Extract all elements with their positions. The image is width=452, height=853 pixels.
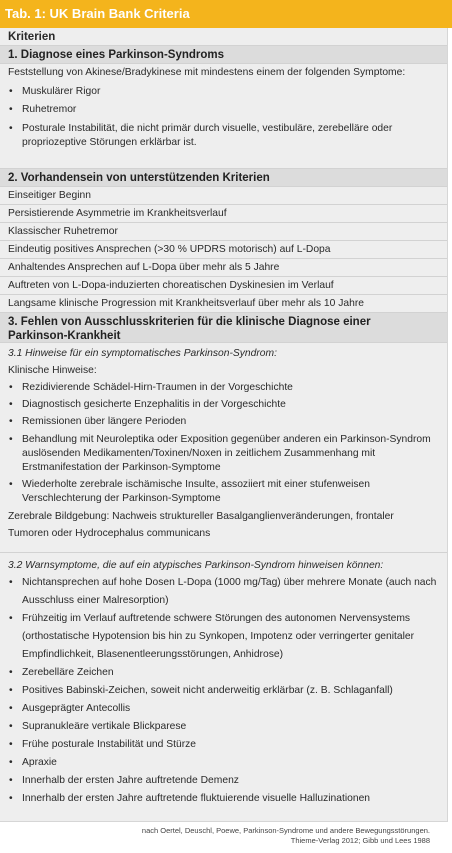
list-item-text: Ausgeprägter Antecollis: [22, 703, 131, 714]
bullet-icon: •: [9, 721, 13, 732]
list-item: Einseitiger Beginn: [0, 187, 447, 205]
list-item: Anhaltendes Ansprechen auf L-Dopa über mehr als 5 Jahre: [0, 259, 447, 277]
bullet-icon: •: [9, 685, 13, 696]
list-item-text: Diagnostisch gesicherte Enzephalitis in der Vorgeschichte: [22, 399, 286, 410]
list-item: Langsame klinische Progression mit Krankheitsverlauf über mehr als 10 Jahre: [0, 295, 447, 313]
list-item: [0, 718, 447, 736]
list-item-text: Innerhalb der ersten Jahre auftretende fluktuierende visuelle Halluzinationen: [22, 793, 371, 804]
section-1-body: [0, 64, 447, 169]
section-3-2-body: [0, 553, 447, 808]
bullet-icon: •: [9, 613, 13, 624]
list-item: [0, 83, 447, 101]
section-3-heading-line: 3. Fehlen von Ausschlusskriterien für die klinische Diagnose einer: [8, 316, 371, 328]
bullet-icon: •: [9, 416, 13, 427]
section-2-heading: 2. Vorhandensein von unterstützenden Kriterien: [0, 169, 447, 187]
source-line: nach Oertel, Deuschl, Poewe, Parkinson-Syndrome und andere Bewegungsstörungen.: [141, 826, 430, 835]
criteria-table: [0, 28, 448, 822]
section-3-1-title: 3.1 Hinweise für ein symptomatisches Parkinson-Syndrom:: [8, 348, 277, 359]
list-item: [0, 478, 447, 506]
section-3-heading-line: Parkinson-Krankheit: [8, 330, 121, 342]
list-item-text: Ruhetremor: [22, 104, 77, 115]
bullet-icon: •: [9, 775, 13, 786]
list-item: Auftreten von L-Dopa-induzierten choreatischen Dyskinesien im Verlauf: [0, 277, 447, 295]
bullet-icon: •: [9, 434, 13, 445]
list-item: [0, 754, 447, 772]
list-item: [0, 122, 447, 150]
bullet-icon: •: [9, 123, 13, 134]
section-3-1-body: [0, 343, 447, 553]
list-item-text: Apraxie: [22, 757, 57, 768]
section-3-1-label: Klinische Hinweise:: [8, 365, 97, 376]
list-item: [0, 664, 447, 682]
list-item-text: Nichtansprechen auf hohe Dosen L-Dopa (1000 mg/Tag) über mehrere Monate (auch nach Ausschluss einer Malresorption): [22, 577, 437, 606]
list-item: [0, 379, 447, 396]
list-item: [0, 700, 447, 718]
list-item-text: Behandlung mit Neuroleptika oder Exposition gegenüber anderen ein Parkinson-Syndrom auslösenden Medikamenten/Toxinen/Noxen in zeitlichem Zusammenhang mit Erstmanifestation der Parkinson-Symptome: [22, 434, 431, 473]
list-item: [0, 682, 447, 700]
list-item: [0, 790, 447, 808]
list-item-text: Frühe posturale Instabilität und Stürze: [22, 739, 197, 750]
list-item-text: Innerhalb der ersten Jahre auftretende Demenz: [22, 775, 239, 786]
list-item: [0, 413, 447, 430]
section-1-heading: 1. Diagnose eines Parkinson-Syndroms: [0, 46, 447, 64]
list-item: [0, 574, 447, 610]
list-item-text: Zerebelläre Zeichen: [22, 667, 114, 678]
bullet-icon: •: [9, 399, 13, 410]
bullet-icon: •: [9, 703, 13, 714]
section-3-heading: [0, 313, 447, 343]
bullet-icon: •: [9, 667, 13, 678]
bullet-icon: •: [9, 86, 13, 97]
list-item: [0, 101, 447, 119]
bullet-icon: •: [9, 793, 13, 804]
list-item: Klassischer Ruhetremor: [0, 223, 447, 241]
list-item: [0, 433, 447, 475]
source-note: [70, 826, 430, 846]
list-item-text: Positives Babinski-Zeichen, soweit nicht anderweitig erklärbar (z. B. Schlaganfall): [22, 685, 393, 696]
list-item: Eindeutig positives Ansprechen (>30 % UPDRS motorisch) auf L-Dopa: [0, 241, 447, 259]
list-item: Persistierende Asymmetrie im Krankheitsverlauf: [0, 205, 447, 223]
list-item: [0, 772, 447, 790]
section-1-intro: Feststellung von Akinese/Bradykinese mit mindestens einem der folgenden Symptome:: [8, 67, 406, 78]
section-3-2-title: 3.2 Warnsymptome, die auf ein atypisches Parkinson-Syndrom hinweisen können:: [8, 560, 384, 571]
list-item: [0, 736, 447, 754]
list-item-text: Muskulärer Rigor: [22, 86, 101, 97]
imaging-line: Tumoren oder Hydrocephalus communicans: [8, 528, 211, 539]
table-title: Tab. 1: UK Brain Bank Criteria: [0, 0, 452, 28]
list-item-text: Posturale Instabilität, die nicht primär durch visuelle, vestibuläre, zerebelläre oder propriozeptive Störungen erklärbar ist.: [22, 123, 393, 148]
list-item-text: Supranukleäre vertikale Blickparese: [22, 721, 187, 732]
bullet-icon: •: [9, 382, 13, 393]
list-item-text: Remissionen über längere Perioden: [22, 416, 187, 427]
bullet-icon: •: [9, 479, 13, 490]
list-item: [0, 396, 447, 413]
list-item: [0, 610, 447, 664]
bullet-icon: •: [9, 577, 13, 588]
bullet-icon: •: [9, 104, 13, 115]
imaging-line: Zerebrale Bildgebung: Nachweis struktureller Basalganglienveränderungen, frontaler: [8, 511, 394, 522]
bullet-icon: •: [9, 739, 13, 750]
list-item-text: Frühzeitig im Verlauf auftretende schwere Störungen des autonomen Nervensystems (orthostatische Hypotension bis hin zu Synkopen, Impotenz oder verringerter genitaler Empfindlichkeit, Blasenentleerungsstörungen, Anhidrose): [22, 613, 415, 660]
list-item-text: Wiederholte zerebrale ischämische Insulte, assoziiert mit einer stufenweisen Verschlechterung der Parkinson-Symptome: [22, 479, 370, 504]
list-item-text: Rezidivierende Schädel-Hirn-Traumen in der Vorgeschichte: [22, 382, 293, 393]
bullet-icon: •: [9, 757, 13, 768]
source-line: Thieme-Verlag 2012; Gibb und Lees 1988: [290, 836, 430, 845]
kriterien-header: Kriterien: [0, 28, 447, 46]
